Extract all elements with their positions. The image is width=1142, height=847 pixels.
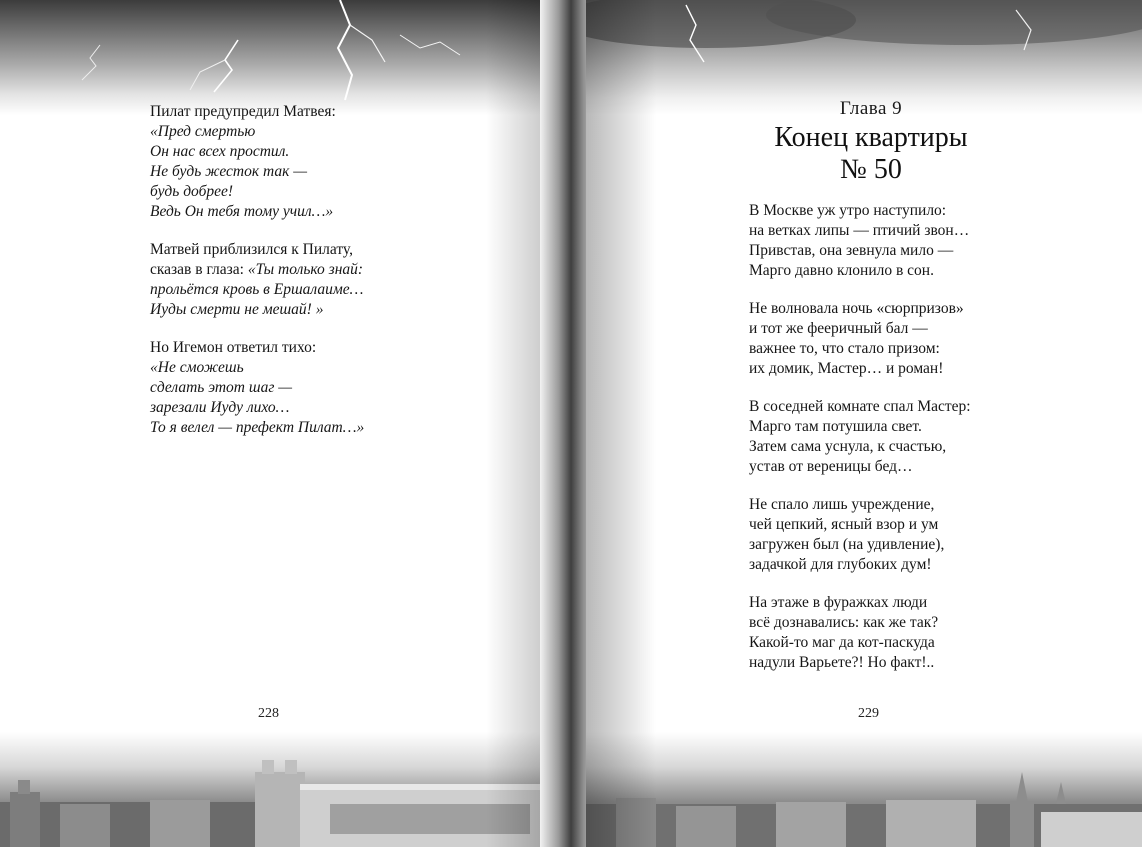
poem-line: Затем сама уснула, к счастью, <box>749 438 947 455</box>
poem-line: Привстав, она зевнула мило — <box>749 242 954 259</box>
poem-line-prefix: сказав в глаза: <box>150 261 248 278</box>
page-shadow <box>586 0 656 847</box>
moscow-panorama-illustration <box>586 732 1142 847</box>
poem-line: будь добрее! <box>150 183 234 200</box>
poem-line: То я велел — префект Пилат…» <box>150 419 365 436</box>
poem-line: на ветках липы — птичий звон… <box>749 222 970 239</box>
poem-line: «Не сможешь <box>150 359 244 376</box>
poem-line: Ведь Он тебя тому учил…» <box>150 203 334 220</box>
stanza-lead: Матвей приблизился к Пилату, <box>150 241 353 258</box>
kremlin-city-icon <box>586 732 1142 847</box>
poem-line: важнее то, что стало призом: <box>749 340 940 357</box>
poem-line: и тот же фееричный бал — <box>749 320 928 337</box>
poem-line: их домик, Мастер… и роман! <box>749 360 944 377</box>
poem-line: зарезали Иуду лихо… <box>150 399 290 416</box>
poem-line: Марго давно клонило в сон. <box>749 262 934 279</box>
chapter-title-line: № 50 <box>840 154 902 185</box>
poem-line: Какой-то маг да кот-паскуда <box>749 634 935 651</box>
stanza-lead: Но Игемон ответил тихо: <box>150 339 317 356</box>
poem-line: В соседней комнате спал Мастер: <box>749 398 971 415</box>
city-panorama-illustration <box>0 732 556 847</box>
chapter-label: Глава 9 <box>839 98 903 119</box>
poem-line: загружен был (на удивление), <box>749 536 945 553</box>
poem-line-italic: «Ты только знай: <box>247 261 364 278</box>
poem-line: Не будь жесток так — <box>150 163 308 180</box>
poem-line: В Москве уж утро наступило: <box>749 202 947 219</box>
poem-line: надули Варьете?! Но факт!.. <box>749 654 935 671</box>
poem-right <box>749 201 971 673</box>
poem-line: «Пред смертью <box>150 123 256 140</box>
storm-sky-illustration <box>0 0 556 115</box>
poem-line: Не спало лишь учреждение, <box>749 496 935 513</box>
stanza-lead: Пилат предупредил Матвея: <box>150 103 336 120</box>
poem-line: устав от вереницы бед… <box>749 458 913 475</box>
ancient-city-icon <box>0 732 556 847</box>
poem-line: Марго там потушила свет. <box>749 418 922 435</box>
poem-line: Иуды смерти не мешай! » <box>150 301 324 318</box>
chapter-title-line: Конец квартиры <box>774 122 968 153</box>
lightning-icon <box>0 0 556 115</box>
poem-line: задачкой для глубоких дум! <box>749 556 932 573</box>
page-number: 228 <box>258 706 279 721</box>
poem-line: сделать этот шаг — <box>150 379 293 396</box>
poem-line: На этаже в фуражках люди <box>749 594 928 611</box>
poem-line: прольётся кровь в Ершалаиме… <box>150 281 364 298</box>
poem-line: Не волновала ночь «сюрпризов» <box>749 300 964 317</box>
poem-line: Он нас всех простил. <box>150 143 290 160</box>
poem-line-mixed <box>150 260 364 280</box>
page-number: 229 <box>858 706 879 721</box>
chapter-title <box>746 122 996 186</box>
right-page <box>586 0 1142 847</box>
poem-line: всё дознавались: как же так? <box>749 614 939 631</box>
poem-left <box>150 102 364 438</box>
left-page <box>0 0 556 847</box>
poem-line: чей цепкий, ясный взор и ум <box>749 516 939 533</box>
